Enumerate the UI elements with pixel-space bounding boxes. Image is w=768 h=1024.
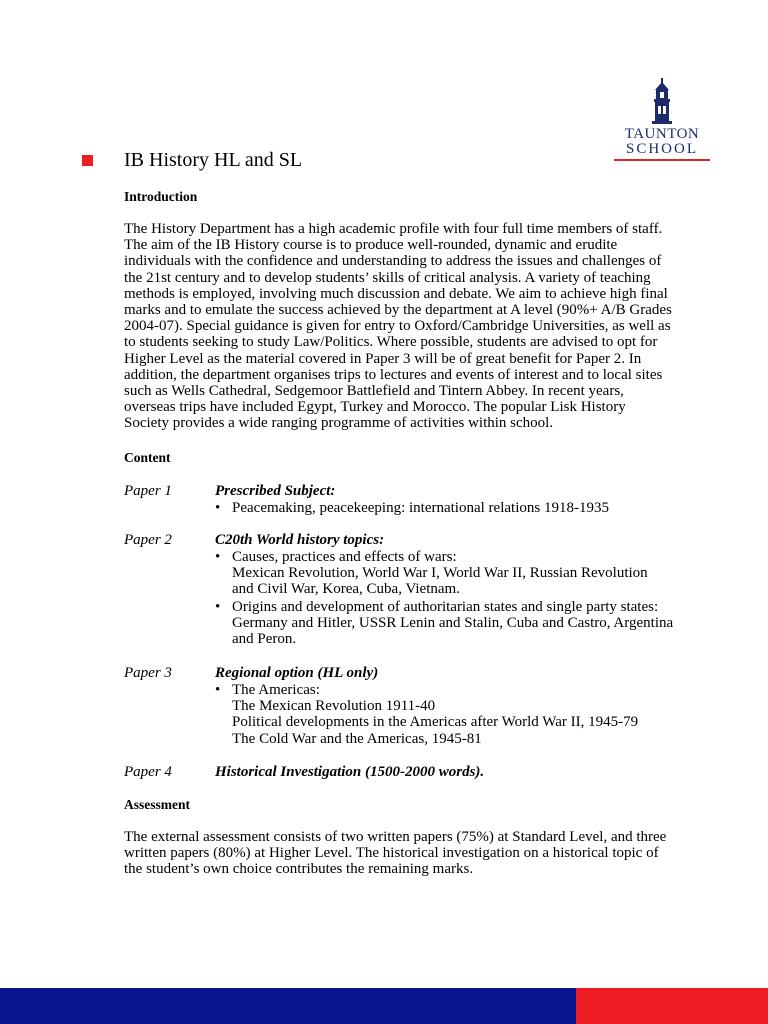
introduction-line: 2004-07). Special guidance is given for entry to Oxford/Cambridge Universities, as well as <box>124 318 671 335</box>
paper-2-bullet-states <box>215 599 685 648</box>
logo-rule <box>614 159 710 161</box>
paper-4-subject: Historical Investigation (1500-2000 words). <box>215 764 485 780</box>
bullet-icon: • <box>215 500 221 516</box>
introduction-heading: Introduction <box>124 189 198 204</box>
paper-1-bullet <box>215 500 685 516</box>
introduction-line: methods is employed, involving much discussion and debate. We aim to achieve high final <box>124 285 668 302</box>
assessment-heading: Assessment <box>124 797 190 812</box>
bullet-line: The Cold War and the Americas, 1945-81 <box>232 730 482 747</box>
footer-bar-blue <box>0 988 576 1024</box>
page-title: IB History HL and SL <box>124 149 303 171</box>
introduction-paragraph <box>124 221 684 432</box>
paper-1-subject: Prescribed Subject: <box>215 483 336 499</box>
bullet-line: and Civil War, Korea, Cuba, Vietnam. <box>232 581 460 598</box>
bullet-line: Causes, practices and effects of wars: <box>232 549 457 565</box>
introduction-line: such as Wells Cathedral, Sedgemoor Battlefield and Tintern Abbey. In recent years, <box>124 383 624 400</box>
logo-line-school: SCHOOL <box>625 141 698 157</box>
introduction-line: The History Department has a high academic profile with four full time members of staff. <box>124 221 663 237</box>
paper-2-subject: C20th World history topics: <box>215 532 385 548</box>
assessment-line: the student’s own choice contributes the remaining marks. <box>124 861 474 878</box>
introduction-line: Society provides a wide ranging programme of activities within school. <box>124 415 554 432</box>
assessment-paragraph <box>124 829 684 878</box>
bullet-icon: • <box>215 682 221 698</box>
introduction-line: to students seeking to study Law/Politics. Where possible, students are advised to opt for <box>124 334 658 351</box>
paper-1-label: Paper 1 <box>124 483 172 499</box>
bullet-line: Peacemaking, peacekeeping: international relations 1918-1935 <box>232 500 609 516</box>
bullet-line: The Mexican Revolution 1911-40 <box>232 698 436 715</box>
paper-3-subject: Regional option (HL only) <box>215 665 379 681</box>
school-logo <box>612 78 712 164</box>
bullet-line: and Peron. <box>232 631 297 648</box>
introduction-line: marks and to emulate the success achieved by the department at A level (90%+ A/B Grades <box>124 302 672 319</box>
paper-4-label: Paper 4 <box>124 764 172 780</box>
title-bullet-icon <box>82 155 93 166</box>
bullet-line: The Americas: <box>232 682 320 698</box>
assessment-line: written papers (80%) at Higher Level. The historical investigation on a historical topic of <box>124 845 659 862</box>
paper-3-label: Paper 3 <box>124 665 172 681</box>
bullet-line: Germany and Hitler, USSR Lenin and Stalin, Cuba and Castro, Argentina <box>232 615 674 632</box>
introduction-line: Higher Level as the material covered in Paper 3 will be of great benefit for Paper 2. In <box>124 350 642 367</box>
introduction-line: addition, the department organises trips to lectures and events of interest and to local sites <box>124 366 663 383</box>
assessment-line: The external assessment consists of two written papers (75%) at Standard Level, and three <box>124 829 667 845</box>
introduction-line: individuals with the confidence and understanding to address the issues and challenges of <box>124 253 662 270</box>
paper-2-bullet-wars <box>215 549 685 598</box>
paper-3-bullet <box>215 682 685 747</box>
introduction-line: The aim of the IB History course is to produce well-rounded, dynamic and erudite <box>124 237 618 254</box>
bullet-line: Mexican Revolution, World War I, World War II, Russian Revolution <box>232 565 648 582</box>
bullet-icon: • <box>215 549 221 565</box>
logo-line-taunton: TAUNTON <box>624 126 700 142</box>
footer-bar-red <box>576 988 768 1024</box>
bullet-line: Origins and development of authoritarian states and single party states: <box>232 599 659 615</box>
bullet-line: Political developments in the Americas after World War II, 1945-79 <box>232 714 639 731</box>
paper-2-label: Paper 2 <box>124 532 172 548</box>
introduction-line: overseas trips have included Egypt, Turkey and Morocco. The popular Lisk History <box>124 399 626 416</box>
introduction-line: the 21st century and to develop students’ skills of critical analysis. A variety of teaching <box>124 269 651 286</box>
content-heading: Content <box>124 450 171 465</box>
tower-icon <box>645 78 679 124</box>
bullet-icon: • <box>215 599 221 615</box>
